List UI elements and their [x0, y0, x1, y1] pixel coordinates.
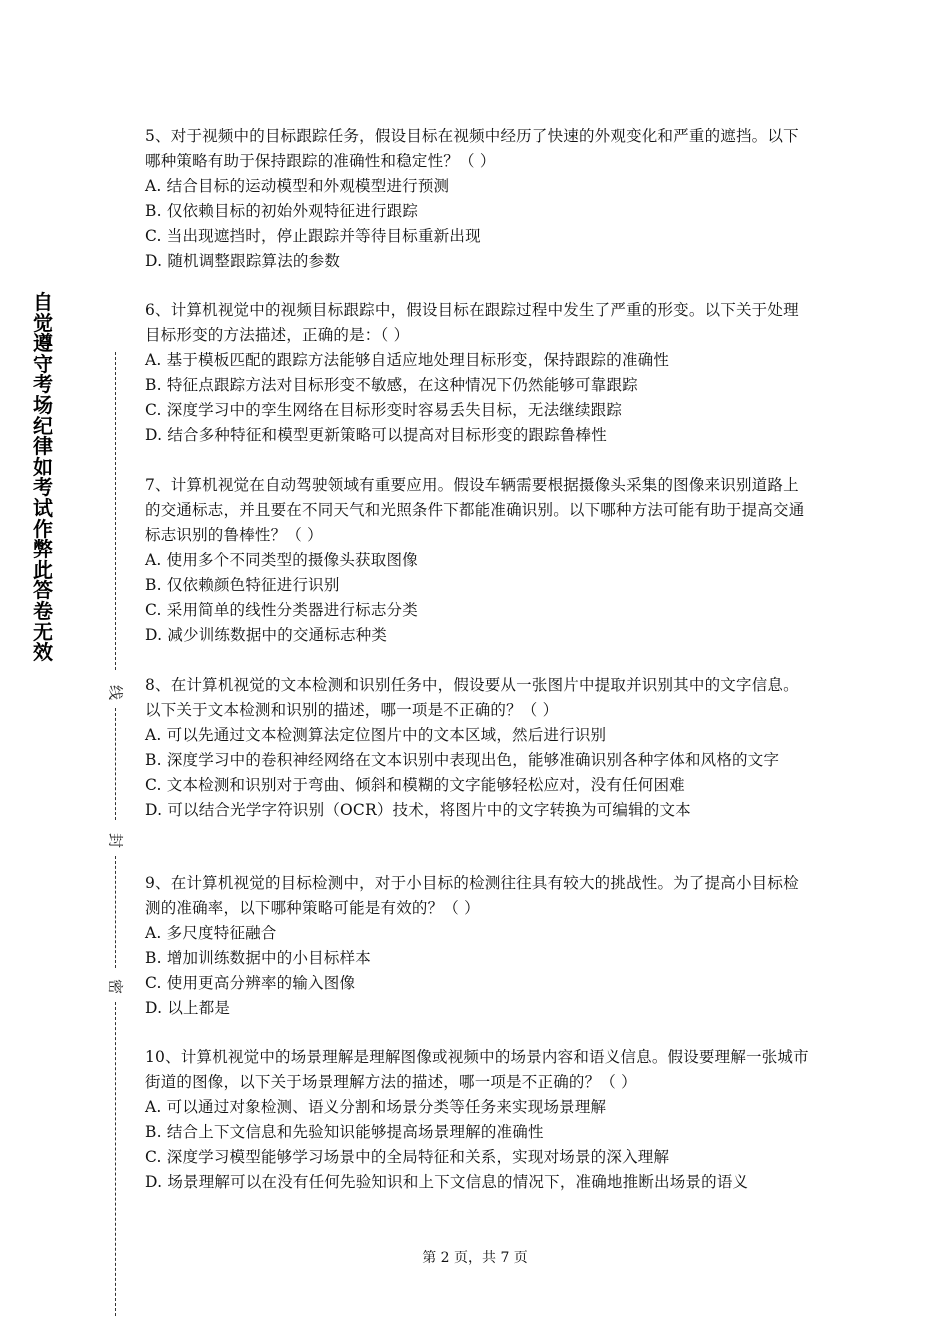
binding-dashed-line — [115, 352, 116, 670]
question-7 — [145, 473, 813, 648]
binding-mark-seal: 封 — [106, 832, 125, 848]
option-c: C. 深度学习中的孪生网络在目标形变时容易丢失目标，无法继续跟踪 — [145, 401, 623, 419]
question-10 — [145, 1045, 813, 1195]
option-a: A. 多尺度特征融合 — [145, 924, 277, 942]
question-stem: 5、对于视频中的目标跟踪任务，假设目标在视频中经历了快速的外观变化和严重的遮挡。以下哪种策略有助于保持跟踪的准确性和稳定性？（ ） — [145, 127, 799, 170]
option-d: D. 以上都是 — [145, 999, 231, 1017]
option-c: C. 采用简单的线性分类器进行标志分类 — [145, 601, 418, 619]
option-b: B. 增加训练数据中的小目标样本 — [145, 949, 371, 967]
binding-dashed-line — [115, 856, 116, 968]
question-6 — [145, 298, 813, 448]
option-b: B. 仅依赖颜色特征进行识别 — [145, 576, 340, 594]
option-d: D. 场景理解可以在没有任何先验知识和上下文信息的情况下，准确地推断出场景的语义 — [145, 1173, 749, 1191]
binding-dashed-line — [115, 1002, 116, 1316]
option-b: B. 仅依赖目标的初始外观特征进行跟踪 — [145, 202, 419, 220]
option-c: C. 使用更高分辨率的输入图像 — [145, 974, 356, 992]
question-9 — [145, 871, 813, 1021]
option-b: B. 深度学习中的卷积神经网络在文本识别中表现出色，能够准确识别各种字体和风格的文字 — [145, 751, 780, 769]
question-stem: 6、计算机视觉中的视频目标跟踪中，假设目标在跟踪过程中发生了严重的形变。以下关于处理目标形变的方法描述，正确的是：（ ） — [145, 301, 799, 344]
option-d: D. 减少训练数据中的交通标志种类 — [145, 626, 388, 644]
option-a: A. 基于模板匹配的跟踪方法能够自适应地处理目标形变，保持跟踪的准确性 — [145, 351, 670, 369]
question-stem: 9、在计算机视觉的目标检测中，对于小目标的检测往往具有较大的挑战性。为了提高小目标检测的准确率，以下哪种策略可能是有效的？（ ） — [145, 874, 799, 917]
option-c: C. 深度学习模型能够学习场景中的全局特征和关系，实现对场景的深入理解 — [145, 1148, 670, 1166]
question-stem: 7、计算机视觉在自动驾驶领域有重要应用。假设车辆需要根据摄像头采集的图像来识别道路上的交通标志，并且要在不同天气和光照条件下都能准确识别。以下哪种方法可能有助于提高交通标志识别的鲁棒性？（ ） — [145, 476, 805, 544]
option-a: A. 使用多个不同类型的摄像头获取图像 — [145, 551, 418, 569]
option-d: D. 可以结合光学字符识别（OCR）技术，将图片中的文字转换为可编辑的文本 — [145, 801, 691, 819]
question-8 — [145, 673, 813, 823]
question-stem: 8、在计算机视觉的文本检测和识别任务中，假设要从一张图片中提取并识别其中的文字信息。以下关于文本检测和识别的描述，哪一项是不正确的？（ ） — [145, 676, 799, 719]
binding-mark-closed: 密 — [106, 978, 125, 994]
page-number: 第 2 页，共 7 页 — [422, 1250, 528, 1266]
binding-mark-line: 线 — [106, 684, 125, 700]
question-5 — [145, 124, 813, 274]
option-c: C. 文本检测和识别对于弯曲、倾斜和模糊的文字能够轻松应对，没有任何困难 — [145, 776, 685, 794]
question-stem: 10、计算机视觉中的场景理解是理解图像或视频中的场景内容和语义信息。假设要理解一张城市街道的图像，以下关于场景理解方法的描述，哪一项是不正确的？（ ） — [145, 1048, 809, 1091]
option-a: A. 结合目标的运动模型和外观模型进行预测 — [145, 177, 450, 195]
option-a: A. 可以通过对象检测、语义分割和场景分类等任务来实现场景理解 — [145, 1098, 607, 1116]
exam-discipline-notice: 自觉遵守考场纪律如考试作弊此答卷无效 — [33, 290, 53, 665]
binding-dashed-line — [115, 708, 116, 820]
option-c: C. 当出现遮挡时，停止跟踪并等待目标重新出现 — [145, 227, 481, 245]
option-a: A. 可以先通过文本检测算法定位图片中的文本区域，然后进行识别 — [145, 726, 607, 744]
option-d: D. 随机调整跟踪算法的参数 — [145, 252, 341, 270]
option-d: D. 结合多种特征和模型更新策略可以提高对目标形变的跟踪鲁棒性 — [145, 426, 607, 444]
option-b: B. 特征点跟踪方法对目标形变不敏感，在这种情况下仍然能够可靠跟踪 — [145, 376, 638, 394]
option-b: B. 结合上下文信息和先验知识能够提高场景理解的准确性 — [145, 1123, 544, 1141]
